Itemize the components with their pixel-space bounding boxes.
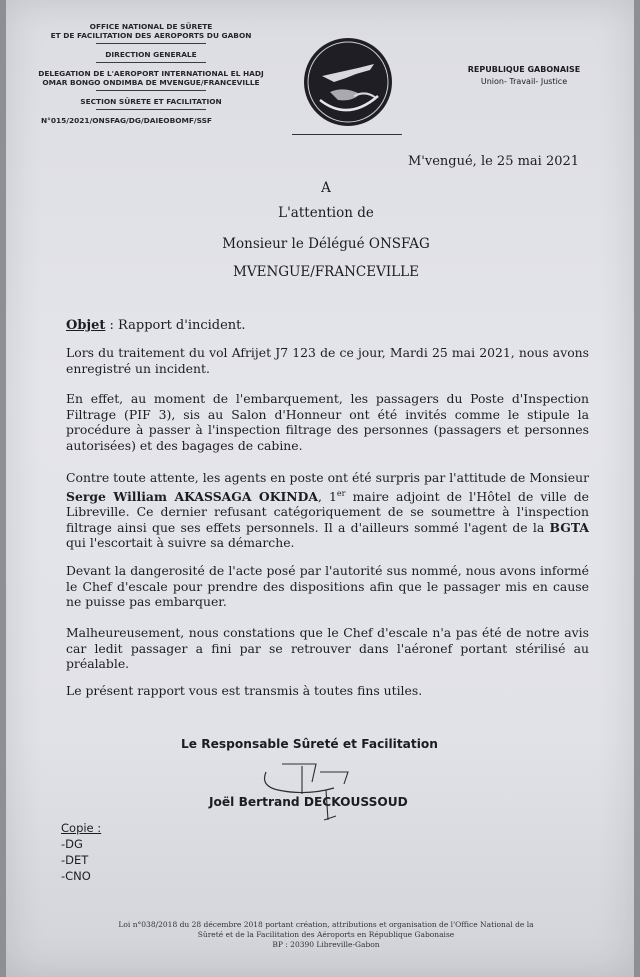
delegation-line1: DELEGATION DE L'AEROPORT INTERNATIONAL EL HADJ xyxy=(38,69,264,78)
footer-line1: Loi n°038/2018 du 28 décembre 2018 portant création, attributions et organisation de l'Office National de la xyxy=(118,920,534,929)
recipient-attention: L'attention de xyxy=(278,205,374,221)
paragraph-5: Malheureusement, nous constations que le Chef d'escale n'a pas été de notre avis car ledit passager a fini par se retrouver dans l'aéronef portant stérilisé au préalable. xyxy=(66,625,589,671)
paragraph-2: En effet, au moment de l'embarquement, les passagers du Poste d'Inspection Filtrage (PIF 3), sis au Salon d'Honneur ont été invités comme le stipule la procédure à passer à l'inspection filtrage des personnes (passagers et personnes autorisées) et des bagages de cabine. xyxy=(66,391,589,453)
org-name-line2: ET DE FACILITATION DES AEROPORTS DU GABON xyxy=(50,31,252,40)
paragraph-4: Devant la dangerosité de l'acte posé par l'autorité sus nommé, nous avons informé le Chef d'escale pour prendre des dispositions afin que le passager mis en cause ne puisse pas embarquer. xyxy=(66,563,589,609)
paragraph-6: Le présent rapport vous est transmis à toutes fins utiles. xyxy=(66,683,423,698)
paragraph-3-part: , 1 xyxy=(317,488,337,504)
copies-title: Copie : xyxy=(61,821,102,835)
paragraph-3 xyxy=(66,470,589,551)
footer xyxy=(56,920,596,950)
recipient-name: Monsieur le Délégué ONSFAG xyxy=(222,236,430,252)
country-name: REPUBLIQUE GABONAISE xyxy=(467,65,581,74)
person-name: Serge William AKASSAGA OKINDA xyxy=(66,488,318,504)
object-label: Objet xyxy=(66,318,106,333)
object-line xyxy=(66,318,246,333)
divider xyxy=(96,109,206,110)
date-line: M'vengué, le 25 mai 2021 xyxy=(408,154,580,169)
copy-recipient: -DG xyxy=(61,837,83,851)
paragraph-3-part: Contre toute attente, les agents en poste ont été surpris par l'attitude de Monsieur xyxy=(66,470,589,485)
bgta-label: BGTA xyxy=(549,519,589,535)
copies-list xyxy=(61,820,101,884)
signatory-title: Le Responsable Sûreté et Facilitation xyxy=(181,737,438,751)
recipient-city: MVENGUE/FRANCEVILLE xyxy=(233,264,419,280)
paragraph-3-part: qui l'escortait à suivre sa démarche. xyxy=(66,535,295,551)
divider xyxy=(96,43,206,44)
handwritten-signature-icon xyxy=(256,742,386,832)
direction-label: DIRECTION GENERALE xyxy=(105,50,197,59)
paragraph-1: Lors du traitement du vol Afrijet J7 123 de ce jour, Mardi 25 mai 2021, nous avons enregistré un incident. xyxy=(66,345,589,376)
letterhead-left xyxy=(6,22,296,125)
section-label: SECTION SÛRETE ET FACILITATION xyxy=(80,97,222,106)
copy-recipient: -CNO xyxy=(61,869,91,883)
letter-page xyxy=(6,0,634,977)
recipient-a: A xyxy=(321,180,331,196)
reference-number: N°015/2021/ONSFAG/DG/DAIEOBOMF/SSF xyxy=(41,116,212,125)
divider xyxy=(96,62,206,63)
divider xyxy=(96,90,206,91)
delegation-line2: OMAR BONGO ONDIMBA DE MVENGUE/FRANCEVILLE xyxy=(42,78,260,87)
paragraph-3-part: maire adjoint de l'Hôtel de ville de Libreville. Ce dernier refusant catégoriquement de se soumettre à l'inspection filtrage ainsi que ses effets personnels. Il a d'ailleurs sommé l'agent de la xyxy=(66,488,589,535)
superscript: er xyxy=(336,488,346,498)
signatory-name: Joël Bertrand DECKOUSSOUD xyxy=(209,795,408,809)
letterhead-right xyxy=(444,64,604,88)
org-name-line1: OFFICE NATIONAL DE SÛRETE xyxy=(89,22,213,31)
copy-recipient: -DET xyxy=(61,853,89,867)
logo-underline xyxy=(292,134,402,135)
onsfag-logo-icon xyxy=(300,36,396,130)
footer-line3: BP : 20390 Libreville-Gabon xyxy=(272,940,380,949)
object-text: : Rapport d'incident. xyxy=(105,318,246,333)
footer-line2: Sûreté et de la Facilitation des Aéroports en République Gabonaise xyxy=(197,930,455,939)
national-motto: Union- Travail- Justice xyxy=(480,77,568,86)
